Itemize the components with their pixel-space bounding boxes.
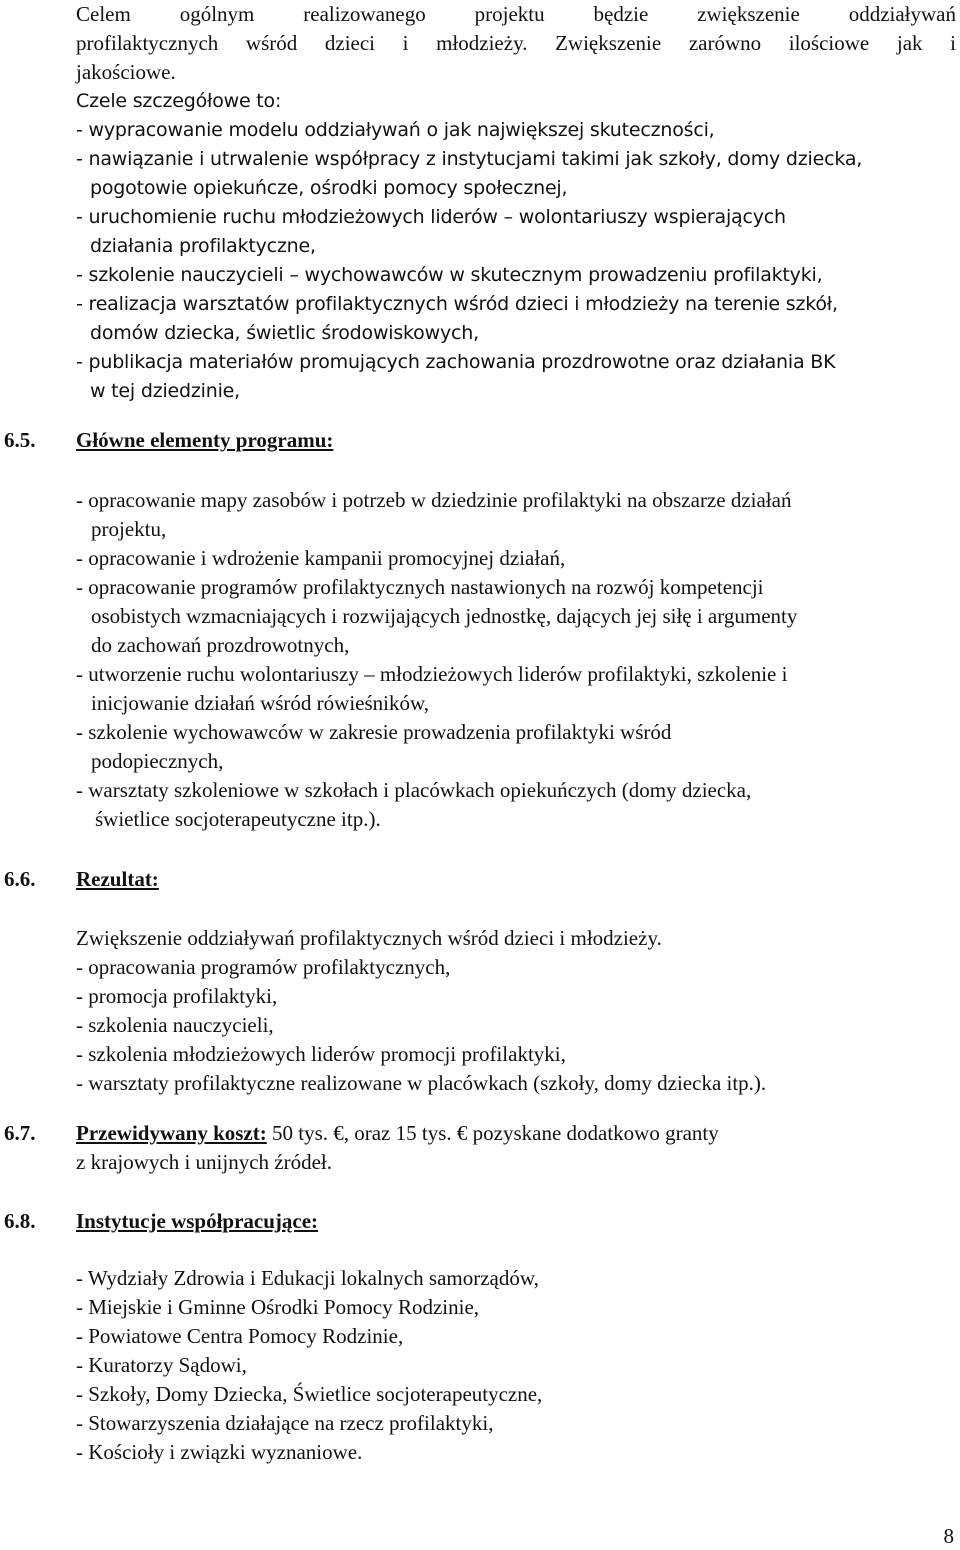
intro-line-1: Celem ogólnym realizowanego projektu będzie zwiększenie oddziaływań: [76, 2, 956, 26]
list-item: - Miejskie i Gminne Ośrodki Pomocy Rodzinie,: [76, 1295, 480, 1319]
goal-line: działania profilaktyczne,: [90, 235, 316, 257]
goal-line: domów dziecka, świetlic środowiskowych,: [90, 322, 479, 344]
list-item: - promocja profilaktyki,: [76, 984, 278, 1008]
section-title: Główne elementy programu:: [76, 428, 334, 452]
goal-line: pogotowie opiekuńcze, ośrodki pomocy społecznej,: [90, 177, 568, 199]
list-item: - Stowarzyszenia działające na rzecz profilaktyki,: [76, 1411, 494, 1435]
list-item: - Kościoły i związki wyznaniowe.: [76, 1440, 363, 1464]
goal-line: - wypracowanie modelu oddziaływań o jak największej skuteczności,: [76, 119, 715, 141]
list-item: podopiecznych,: [91, 749, 224, 773]
list-item: - utworzenie ruchu wolontariuszy – młodzieżowych liderów profilaktyki, szkolenie i: [76, 662, 788, 686]
list-item: - Szkoły, Domy Dziecka, Świetlice socjoterapeutyczne,: [76, 1382, 543, 1406]
list-item: - opracowanie i wdrożenie kampanii promocyjnej działań,: [76, 546, 566, 570]
intro-line-2: profilaktycznych wśród dzieci i młodzieży. Zwiększenie zarówno ilościowe jak i: [76, 31, 956, 55]
list-item: - szkolenia nauczycieli,: [76, 1013, 274, 1037]
goal-line: w tej dziedzinie,: [90, 380, 241, 402]
list-item: - warsztaty szkoleniowe w szkołach i placówkach opiekuńczych (domy dziecka,: [76, 778, 752, 802]
goal-line: - realizacja warsztatów profilaktycznych wśród dzieci i młodzieży na terenie szkół,: [76, 293, 838, 315]
list-item: do zachowań prozdrowotnych,: [91, 633, 350, 657]
goal-line: - nawiązanie i utrwalenie współpracy z instytucjami takimi jak szkoły, domy dziecka,: [76, 148, 863, 170]
list-item: - warsztaty profilaktyczne realizowane w placówkach (szkoły, domy dziecka itp.).: [76, 1071, 767, 1095]
intro-line-3: jakościowe.: [76, 60, 176, 84]
section-number: 6.8.: [4, 1209, 36, 1233]
list-item: - opracowanie mapy zasobów i potrzeb w dziedzinie profilaktyki na obszarze działań: [76, 488, 792, 512]
section-number: 6.5.: [4, 428, 36, 452]
page-number: 8: [943, 1524, 954, 1548]
list-item: - opracowania programów profilaktycznych,: [76, 955, 451, 979]
section-title: Przewidywany koszt:: [76, 1121, 267, 1145]
goal-line: - publikacja materiałów promujących zachowania prozdrowotne oraz działania BK: [76, 351, 836, 373]
cost-text: 50 tys. €, oraz 15 tys. € pozyskane dodatkowo granty: [266, 1121, 719, 1145]
section-title: Rezultat:: [76, 867, 159, 891]
list-item: - Wydziały Zdrowia i Edukacji lokalnych samorządów,: [76, 1266, 539, 1290]
list-item: - opracowanie programów profilaktycznych nastawionych na rozwój kompetencji: [76, 575, 764, 599]
list-item: - szkolenia młodzieżowych liderów promocji profilaktyki,: [76, 1042, 566, 1066]
cost-line: [76, 1119, 719, 1148]
section-title: Instytucje współpracujące:: [76, 1209, 319, 1233]
list-item: - szkolenie wychowawców w zakresie prowadzenia profilaktyki wśród: [76, 720, 672, 744]
list-item: projektu,: [91, 517, 167, 541]
goals-heading: Czele szczegółowe to:: [76, 90, 282, 112]
goal-line: - szkolenie nauczycieli – wychowawców w skutecznym prowadzeniu profilaktyki,: [76, 264, 823, 286]
cost-line-2: z krajowych i unijnych źródeł.: [76, 1150, 332, 1174]
list-item: - Kuratorzy Sądowi,: [76, 1353, 247, 1377]
list-item: inicjowanie działań wśród rówieśników,: [91, 691, 430, 715]
result-summary: Zwiększenie oddziaływań profilaktycznych wśród dzieci i młodzieży.: [76, 926, 662, 950]
section-number: 6.7.: [4, 1121, 36, 1145]
list-item: - Powiatowe Centra Pomocy Rodzinie,: [76, 1324, 404, 1348]
goal-line: - uruchomienie ruchu młodzieżowych liderów – wolontariuszy wspierających: [76, 206, 786, 228]
list-item: świetlice socjoterapeutyczne itp.).: [95, 807, 381, 831]
section-number: 6.6.: [4, 867, 36, 891]
list-item: osobistych wzmacniających i rozwijających jednostkę, dających jej siłę i argumenty: [91, 604, 798, 628]
